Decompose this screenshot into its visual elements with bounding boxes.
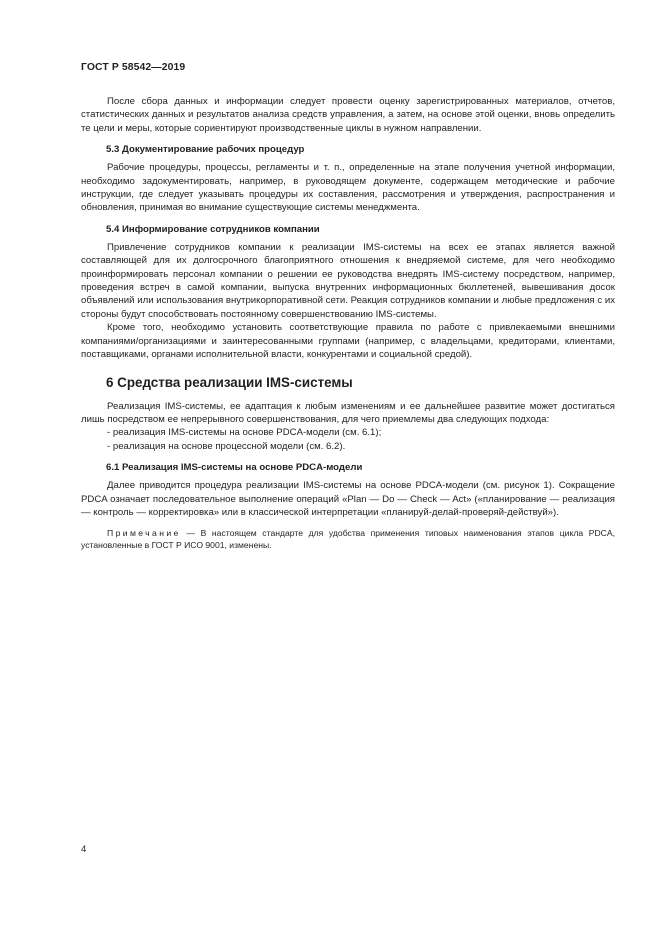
list-item: - реализация на основе процессной модели (см. 6.2). [107, 440, 346, 452]
section-6-heading: 6 Средства реализации IMS-системы [106, 374, 353, 390]
section-6-1-heading: 6.1 Реализация IMS-системы на основе PDCA-модели [106, 462, 363, 474]
page-number: 4 [81, 844, 87, 855]
note-block [81, 527, 615, 551]
list-item: - реализация IMS-системы на основе PDCA-модели (см. 6.1); [107, 427, 382, 439]
standard-header: ГОСТ Р 58542—2019 [81, 62, 186, 73]
section-5-4-paragraph-1: Привлечение сотрудников компании к реализации IMS-системы на всех ее этапах является важной составляющей для их долгосрочного благоприятного отношения к внедряемой системе, для чего необходимо проинформировать персонал компании о решении ее руководства внедрять IMS-систему посредством, например, проведения встреч в самой компании, выпуска внутренних информационных бюллетеней, вывешивания досок объявлений или использования внутрикорпоративной сети. Реакция сотрудников компании и любые предложения с их стороны будут способствовать постоянному совершенствованию IMS-системы. [81, 241, 615, 320]
section-6-paragraph: Реализация IMS-системы, ее адаптация к любым изменениям и ее дальнейшее развитие может достигаться лишь посредством ее непрерывного совершенствования, для чего приемлемы два следующих подхода: [81, 400, 615, 425]
section-5-3-paragraph: Рабочие процедуры, процессы, регламенты и т. п., определенные на этапе получения учетной информации, необходимо задокументировать, например, в руководящем документе, содержащем методические и рабочие инструкции, где следует указывать процедуры их составления, рассмотрения и утверждения, распространения и обновления, принимая во внимание существующие системы менеджмента. [81, 162, 615, 214]
approach-list [81, 426, 615, 453]
page-body [81, 95, 615, 551]
note-label: Примечание [107, 528, 181, 539]
intro-paragraph: После сбора данных и информации следует провести оценку зарегистрированных материалов, отчетов, статистических данных и результатов анализа средств управления, а затем, на основе этой оценки, вновь определить те цели и меры, которые сориентируют производственные циклы в нужном направлении. [81, 96, 615, 134]
note-text: — В настоящем стандарте для удобства применения типовых наименования этапов цикла PDCA, установленные в ГОСТ Р ИСО 9001, изменены. [81, 528, 615, 551]
section-5-4-heading: 5.4 Информирование сотрудников компании [106, 223, 320, 235]
section-5-4-paragraph-2: Кроме того, необходимо установить соответствующие правила по работе с привлекаемыми внешними компаниями/организациями и заинтересованными группами (например, с владельцами, кредиторами, клиентами, поставщиками, органами исполнительной власти, конкурентами и социальной средой). [81, 322, 615, 361]
section-6-1-paragraph: Далее приводится процедура реализации IMS-системы на основе PDCA-модели (см. рисунок 1). Сокращение PDCA означает последовательное выполнение операций «Plan — Do — Check — Act» («планирование — реализация — контроль — корректировка» или в классической интерпретации «планируй-делай-проверяй-действуй»). [81, 480, 615, 518]
section-5-3-heading: 5.3 Документирование рабочих процедур [106, 144, 305, 156]
